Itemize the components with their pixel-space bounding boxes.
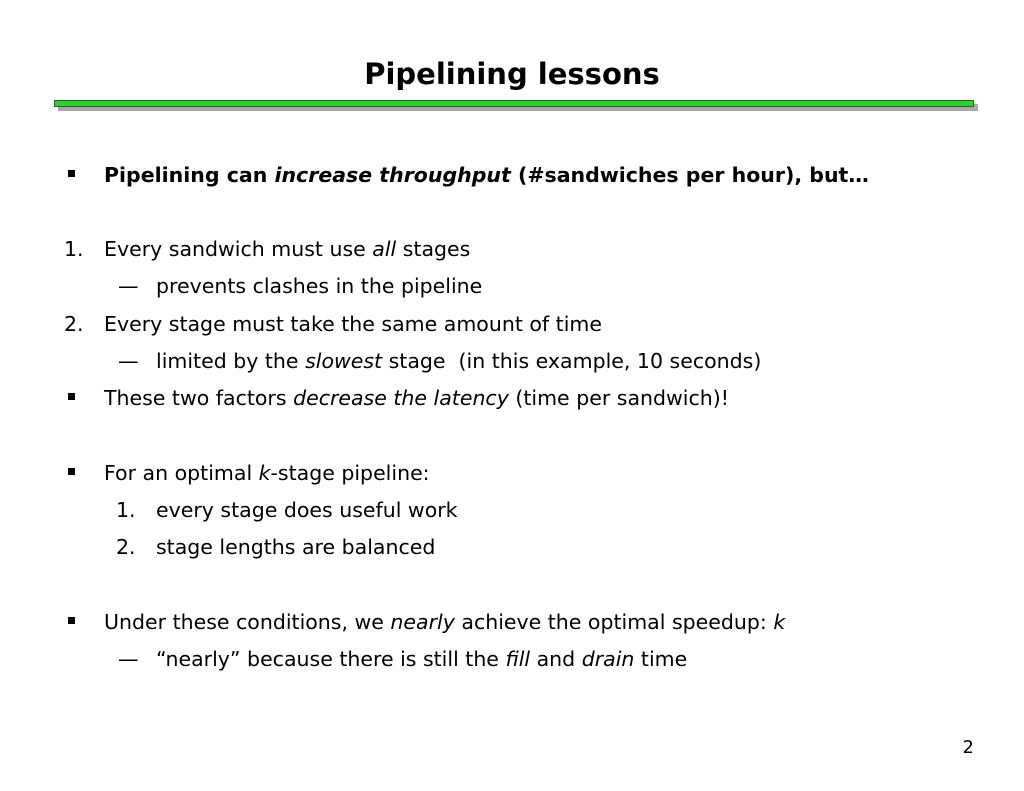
list-number-2: 2.	[64, 312, 84, 336]
text-segment: achieve the optimal speedup:	[454, 610, 774, 634]
text-segment: -stage pipeline:	[270, 461, 430, 485]
title-rule	[54, 100, 974, 107]
item-same-time: Every stage must take the same amount of time	[104, 312, 602, 336]
list-number-1: 1.	[64, 237, 84, 261]
text-segment: “nearly” because there is still the	[156, 647, 506, 671]
bullet-optimal-pipeline	[104, 459, 430, 487]
text-segment: These two factors	[104, 386, 294, 410]
subitem-slowest	[156, 347, 761, 375]
dash-marker: —	[118, 349, 139, 373]
text-segment: limited by the	[156, 349, 306, 373]
text-segment: stage (in this example, 10 seconds)	[382, 349, 762, 373]
subitem-useful-work: every stage does useful work	[156, 498, 458, 522]
bullet-square-icon	[68, 170, 75, 177]
subitem-balanced: stage lengths are balanced	[156, 535, 436, 559]
bullet-speedup	[104, 608, 785, 636]
emphasis-text: drain	[581, 647, 635, 671]
emphasis-text: k	[258, 461, 271, 485]
text-segment: Every sandwich must use	[104, 237, 373, 261]
text-segment: (time per sandwich)!	[508, 386, 729, 410]
bullet-latency	[104, 384, 729, 412]
text-segment: (#sandwiches per hour), but…	[510, 163, 869, 187]
subitem-clashes: prevents clashes in the pipeline	[156, 274, 483, 298]
sublist-number-1: 1.	[116, 498, 136, 522]
emphasis-text: all	[372, 237, 397, 261]
text-segment: and	[530, 647, 582, 671]
sublist-number-2: 2.	[116, 535, 136, 559]
subitem-fill-drain	[156, 645, 687, 673]
emphasis-text: k	[773, 610, 786, 634]
emphasis-text: nearly	[390, 610, 455, 634]
bullet-throughput	[104, 161, 869, 189]
emphasis-text: slowest	[305, 349, 383, 373]
emphasis-text: fill	[505, 647, 531, 671]
emphasis-text: increase throughput	[274, 163, 511, 187]
dash-marker: —	[118, 274, 139, 298]
text-segment: For an optimal	[104, 461, 259, 485]
page-number: 2	[962, 737, 974, 758]
dash-marker: —	[118, 647, 139, 671]
bullet-square-icon	[68, 468, 75, 475]
emphasis-text: decrease the latency	[293, 386, 509, 410]
text-segment: Pipelining can	[104, 163, 275, 187]
bullet-square-icon	[68, 393, 75, 400]
slide-title: Pipelining lessons	[364, 57, 660, 91]
text-segment: stages	[396, 237, 471, 261]
text-segment: Under these conditions, we	[104, 610, 391, 634]
text-segment: time	[634, 647, 688, 671]
bullet-square-icon	[68, 617, 75, 624]
item-all-stages	[104, 235, 470, 263]
